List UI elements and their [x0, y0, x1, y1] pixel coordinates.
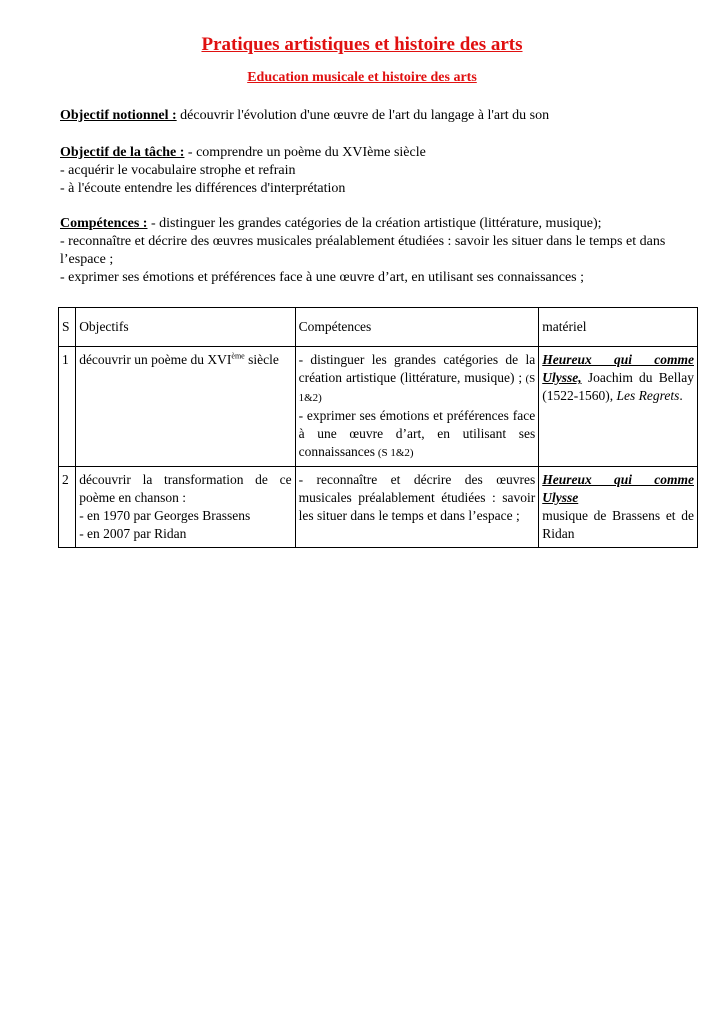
competences-first: - distinguer les grandes catégories de la création artistique (littérature, musique);: [147, 216, 602, 231]
competences-line: - exprimer ses émotions et préférences face à une œuvre d’art, en utilisant ses connaissances ;: [60, 270, 585, 285]
objectif-tache-line: - à l'écoute entendre les différences d'interprétation: [60, 181, 346, 196]
objectif-tache-label: Objectif de la tâche :: [60, 145, 185, 160]
cell-objectif: [76, 467, 295, 548]
competence-text: - distinguer les grandes catégories de la création artistique (littérature, musique) ;: [298, 352, 536, 385]
objectif-text-end: siècle: [244, 352, 279, 367]
competences-line: - reconnaître et décrire des œuvres musicales préalablement étudiées : savoir les situer dans le temps et dans l’espace ;: [60, 234, 666, 267]
header-objectifs: Objectifs: [76, 308, 295, 347]
song-title: Heureux qui comme Ulysse,: [542, 352, 694, 385]
materiel-text: musique de Brassens et de Ridan: [542, 508, 694, 541]
header-competences: Compétences: [295, 308, 539, 347]
objectif-sup: ème: [231, 351, 245, 361]
objectif-notionnel: [60, 107, 690, 125]
table-row: [59, 347, 698, 467]
objectif-line: - en 2007 par Ridan: [79, 526, 187, 541]
cell-materiel: [539, 467, 698, 548]
lesson-table: [58, 307, 698, 548]
objectif-tache-first: - comprendre un poème du XVIème siècle: [184, 145, 426, 160]
page-title: Pratiques artistiques et histoire des arts: [201, 34, 523, 55]
cell-competences: [295, 347, 539, 467]
page-subtitle: Education musicale et histoire des arts: [247, 70, 477, 85]
cell-materiel: [539, 347, 698, 467]
materiel-end: .: [679, 388, 683, 403]
objectif-line: - en 1970 par Georges Brassens: [79, 508, 251, 523]
objectif-tache: [60, 144, 690, 198]
objectif-text: découvrir un poème du XVI: [79, 352, 232, 367]
competences-label: Compétences :: [60, 216, 148, 231]
cell-s: 2: [59, 467, 76, 548]
header-materiel: matériel: [539, 308, 698, 347]
song-title: Heureux qui comme Ulysse: [542, 472, 694, 505]
cell-objectif: [76, 347, 295, 467]
table-row: [59, 467, 698, 548]
objectif-tache-line: - acquérir le vocabulaire strophe et refrain: [60, 163, 296, 178]
competences: [60, 215, 690, 287]
header-s: S: [59, 308, 76, 347]
objectif-notionnel-text: découvrir l'évolution d'une œuvre de l'art du langage à l'art du son: [176, 108, 550, 123]
cell-s: 1: [59, 347, 76, 467]
competence-text: - exprimer ses émotions et préférences face à une œuvre d’art, en utilisant ses connaissances: [298, 408, 536, 459]
competence-ref: (S 1&2): [375, 447, 414, 459]
materiel-text: Joachim du Bellay (1522-1560),: [542, 370, 694, 403]
objectif-notionnel-label: Objectif notionnel :: [60, 108, 177, 123]
book-title: Les Regrets: [616, 388, 680, 403]
objectif-line: découvrir la transformation de ce poème en chanson :: [79, 472, 292, 505]
competence-ref: (S 1&2): [298, 373, 536, 404]
cell-competences: - reconnaître et décrire des œuvres musicales préalablement étudiées : savoir les situer dans le temps et dans l’espace ;: [295, 467, 539, 548]
table-header-row: [59, 308, 698, 347]
